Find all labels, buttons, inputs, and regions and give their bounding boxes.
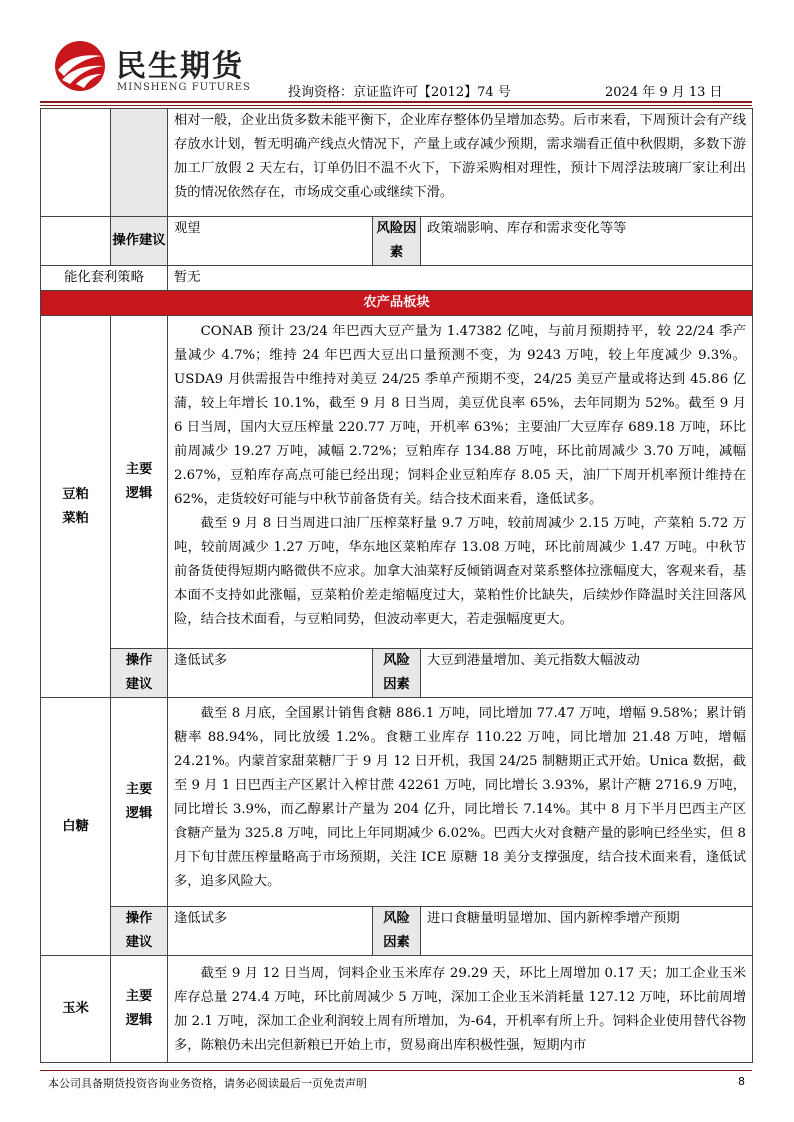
- corn-logic-row: [41, 956, 753, 1063]
- soy-para-2: 截至 9 月 8 日当周进口油厂压榨菜籽量 9.7 万吨，较前周减少 2.15 万吨，产菜粕 5.72 万吨，较前周减少 1.27 万吨，华东地区菜粕库存 13.08 万吨，环比前周减少 1.47 万吨。中秋节前备货使得短期内略微供不应求。加拿大油菜籽反倾销调查对菜系整体拉涨幅度大，客观来看，基本面不支持如此涨幅，豆菜粕价差走缩幅度过大，菜粕性价比缺失，后续炒作降温时关注回落风险，结合技术面看，与豆粕同势，但波动率更大，若走强幅度更大。: [174, 516, 746, 627]
- energy-strategy-row: [41, 266, 753, 291]
- soy-op-value: 逢低试多: [168, 649, 373, 698]
- soy-risk-value: 大豆到港量增加、美元指数大幅波动: [421, 649, 753, 698]
- corn-logic-label: 主要逻辑: [125, 989, 153, 1028]
- soy-op-label: 操作建议: [125, 653, 153, 692]
- report-date: 2024 年 9 月 13 日: [605, 85, 723, 100]
- section-banner-row: [41, 291, 753, 316]
- header-divider: [40, 101, 752, 103]
- sugar-op-label: 操作建议: [125, 911, 153, 950]
- strategy-table: [40, 108, 753, 1063]
- sugar-op-row: [41, 907, 753, 956]
- energy-strategy-label: 能化套利策略: [41, 266, 168, 291]
- sugar-logic-row: [41, 698, 753, 907]
- sugar-risk-value: 进口食糖量明显增加、国内新榨季增产预期: [421, 907, 753, 956]
- soy-logic-label: 主要逻辑: [125, 462, 153, 501]
- glass-op-row: [41, 217, 753, 266]
- page-number: 8: [738, 1075, 745, 1088]
- op-value: 观望: [168, 217, 373, 266]
- soy-para-1: CONAB 预计 23/24 年巴西大豆产量为 1.47382 亿吨，与前月预期持平，较 22/24 季产量减少 4.7%；维持 24 年巴西大豆出口量预测不变，为 9243 万吨，较上年度减少 9.3%。USDA9 月供需报告中维持对美豆 24/25 季单产预期不变，24/25 美豆产量或将达到 45.86 亿蒲，较上年增长 10.1%，截至 9 月 8 日当周，美豆优良率 65%，去年同期为 52%。截至 9 月 6 日当周，国内大豆压榨量 220.77 万吨，开机率 63%；主要油厂大豆库存 689.18 万吨，环比前周减少 19.27 万吨，减幅 2.72%；豆粕库存 134.88 万吨，环比前周减少 3.70 万吨，减幅 2.67%，豆粕库存高点可能已经出现；饲料企业豆粕库存 8.05 天，油厂下周开机率预计维持在 62%，走货较好可能与中秋节前备货有关。结合技术面来看，逢低试多。: [174, 324, 746, 507]
- risk-value: 政策端影响、库存和需求变化等等: [421, 217, 753, 266]
- sugar-para-1: 截至 8 月底，全国累计销售食糖 886.1 万吨，同比增加 77.47 万吨，增幅 9.58%；累计销糖率 88.94%，同比放缓 1.2%。食糖工业库存 110.22 万吨，同比增加 21.48 万吨，增幅 24.21%。内蒙首家甜菜糖厂于 9 月 12 日开机，我国 24/25 制糖期正式开始。Unica 数据，截至 9 月 1 日巴西主产区累计入榨甘蔗 42261 万吨，同比增长 3.93%，累计产糖 2716.9 万吨，同比增长 3.9%，而乙醇累计产量为 204 亿升，同比增长 7.14%。其中 8 月下半月巴西主产区食糖产量为 325.8 万吨，同比上年同期减少 6.02%。巴西大火对食糖产量的影响已经坐实，但 8 月下旬甘蔗压榨量略高于市场预期，关注 ICE 原糖 18 美分支撑强度，结合技术面来看，逢低试多，追多风险大。: [174, 706, 746, 889]
- section-banner: 农产品板块: [41, 291, 753, 316]
- soy-name: 豆粕菜粕: [41, 316, 111, 698]
- glass-logic-text: 相对一般，企业出货多数未能平衡下，企业库存整体仍呈增加态势。后市来看，下周预计会有产线存放水计划，暂无明确产线点火情况下，产量上或存减少预期，需求端看正值中秋假期，多数下游加工厂放假 2 天左右，订单仍旧不温不火下，下游采购相对理性，预计下周浮法玻璃厂家让利出货的情况依然存在，市场成交重心或继续下滑。: [174, 113, 746, 200]
- corn-para-1: 截至 9 月 12 日当周，饲料企业玉米库存 29.29 天，环比上周增加 0.17 天；加工企业玉米库存总量 274.4 万吨，环比前周减少 5 万吨，深加工企业玉米消耗量 127.12 万吨，环比前周增加 2.1 万吨，深加工企业利润较上周有所增加，为-64，开机率有所上升。饲料企业使用替代谷物多，陈粮仍未出完但新粮已开始上市，贸易商出库积极性强，短期内市: [174, 966, 746, 1053]
- soy-op-row: [41, 649, 753, 698]
- brand-name-en: MINSHENG FUTURES: [117, 82, 251, 93]
- footer-disclaimer: 本公司具备期货投资咨询业务资格，请务必阅读最后一页免责声明: [48, 1077, 367, 1090]
- sugar-risk-label: 风险因素: [383, 911, 410, 950]
- energy-strategy-value: 暂无: [168, 266, 753, 291]
- corn-name: 玉米: [41, 956, 111, 1063]
- soy-logic-row: [41, 316, 753, 649]
- sugar-op-value: 逢低试多: [168, 907, 373, 956]
- minsheng-logo-icon: [50, 40, 110, 92]
- sugar-logic-label: 主要逻辑: [125, 782, 153, 821]
- op-label: 操作建议: [111, 217, 168, 266]
- glass-logic-row: [41, 109, 753, 217]
- header-divider-thin: [40, 105, 752, 106]
- risk-label: 风险因素: [373, 217, 421, 266]
- sugar-name: 白糖: [41, 698, 111, 956]
- qualification: 投询资格：京证监许可【2012】74 号: [288, 85, 511, 100]
- soy-risk-label: 风险因素: [383, 653, 410, 692]
- brand-name: 民生期货: [116, 49, 244, 84]
- footer-divider: [40, 1070, 752, 1071]
